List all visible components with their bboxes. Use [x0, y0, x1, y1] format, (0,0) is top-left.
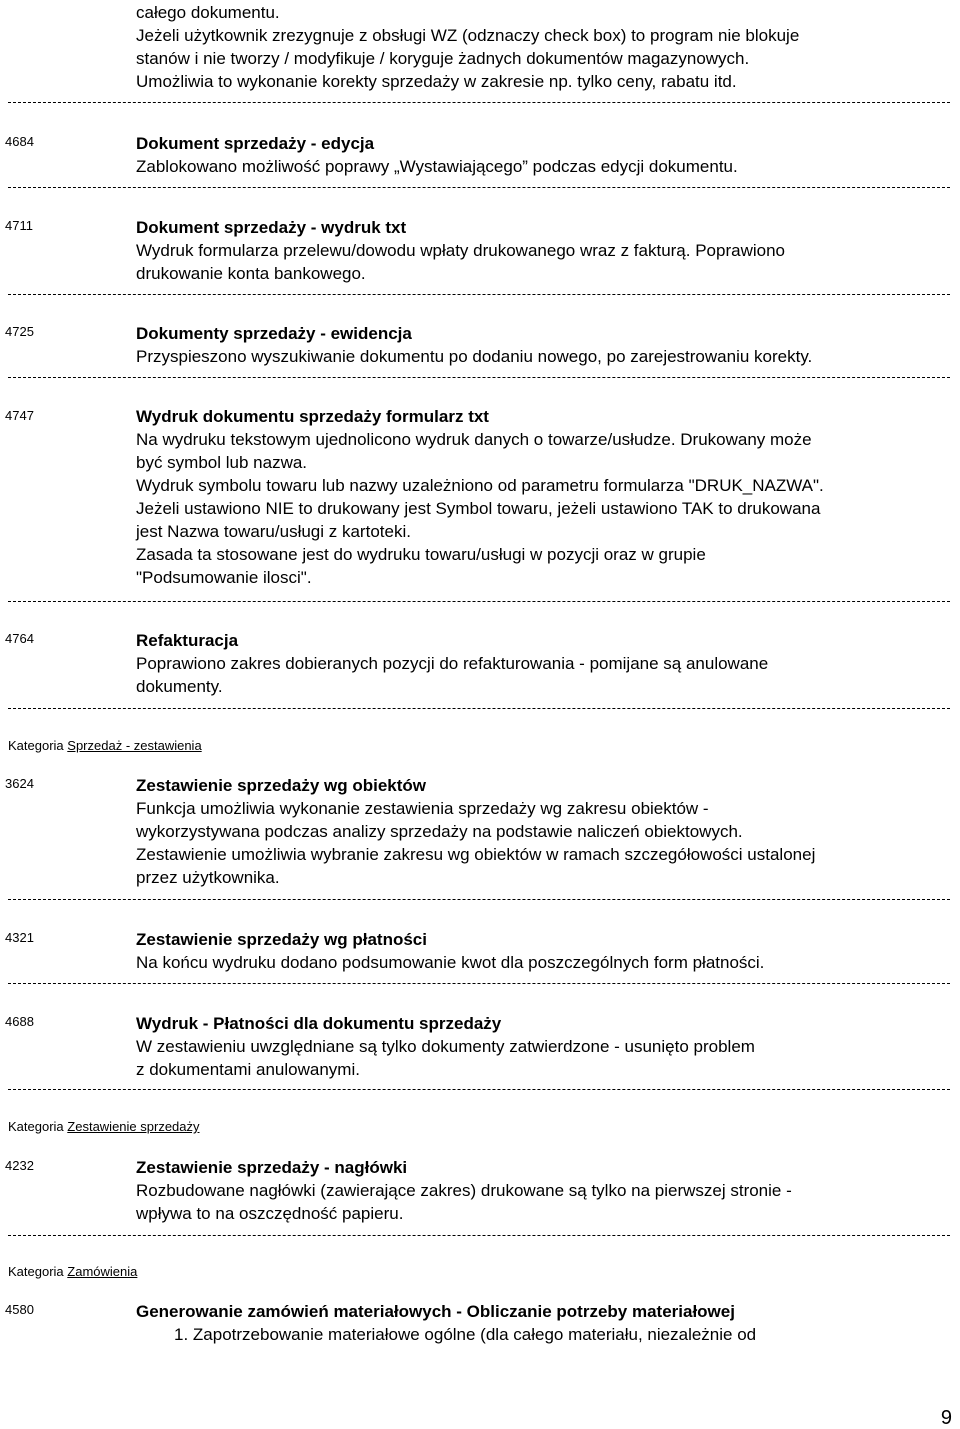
entry-number: 4764 — [5, 631, 34, 646]
entry-line: Przyspieszono wyszukiwanie dokumentu po dodaniu nowego, po zarejestrowaniu korekty. — [136, 347, 813, 366]
entry-line: Na końcu wydruku dodano podsumowanie kwot dla poszczególnych form płatności. — [136, 953, 765, 972]
entry-title: Dokument sprzedaży - edycja — [136, 134, 375, 153]
entry-4321 — [136, 928, 951, 974]
entry-4764 — [136, 629, 951, 698]
separator — [8, 983, 950, 984]
entry-4747 — [136, 405, 951, 589]
entry-title: Wydruk - Płatności dla dokumentu sprzedaży — [136, 1014, 502, 1033]
intro-paragraph — [136, 1, 936, 93]
category-heading — [8, 738, 202, 754]
entry-line: dokumenty. — [136, 677, 223, 696]
entry-line: "Podsumowanie ilosci". — [136, 568, 312, 587]
category-link[interactable]: Zestawienie sprzedaży — [67, 1119, 200, 1134]
category-heading — [8, 1119, 200, 1135]
entry-line: z dokumentami anulowanymi. — [136, 1060, 360, 1079]
entry-4580 — [136, 1300, 951, 1346]
entry-number: 4232 — [5, 1158, 34, 1173]
separator — [8, 294, 950, 295]
entry-number: 4580 — [5, 1302, 34, 1317]
entry-number: 4725 — [5, 324, 34, 339]
entry-line: Funkcja umożliwia wykonanie zestawienia sprzedaży wg zakresu obiektów - — [136, 799, 709, 818]
entry-line: przez użytkownika. — [136, 868, 280, 887]
separator — [8, 601, 950, 602]
separator — [8, 1089, 950, 1090]
entry-line: Jeżeli ustawiono NIE to drukowany jest Symbol towaru, jeżeli ustawiono TAK to drukowana — [136, 499, 821, 518]
entry-title: Zestawienie sprzedaży wg obiektów — [136, 776, 427, 795]
entry-number: 3624 — [5, 776, 34, 791]
category-prefix: Kategoria — [8, 1264, 64, 1279]
entry-line: Wydruk symbolu towaru lub nazwy uzależniono od parametru formularza "DRUK_NAZWA". — [136, 476, 824, 495]
entry-4725 — [136, 322, 951, 368]
category-link[interactable]: Sprzedaż - zestawienia — [67, 738, 202, 753]
entry-title: Zestawienie sprzedaży - nagłówki — [136, 1158, 408, 1177]
entry-4688 — [136, 1012, 951, 1081]
numbered-list-item: 1. Zapotrzebowanie materiałowe ogólne (dla całego materiału, niezależnie od — [174, 1325, 757, 1344]
entry-line: Poprawiono zakres dobieranych pozycji do refakturowania - pomijane są anulowane — [136, 654, 769, 673]
entry-line: Na wydruku tekstowym ujednolicono wydruk danych o towarze/usłudze. Drukowany może — [136, 430, 812, 449]
entry-number: 4684 — [5, 134, 34, 149]
separator — [8, 1235, 950, 1236]
entry-line: być symbol lub nazwa. — [136, 453, 308, 472]
separator — [8, 102, 950, 103]
intro-line: Jeżeli użytkownik zrezygnuje z obsługi WZ (odznaczy check box) to program nie blokuje — [136, 26, 800, 45]
entry-line: wykorzystywana podczas analizy sprzedaży na podstawie naliczeń obiektowych. — [136, 822, 743, 841]
entry-3624 — [136, 774, 951, 889]
entry-number: 4747 — [5, 408, 34, 423]
intro-line: stanów i nie tworzy / modyfikuje / koryguje żadnych dokumentów magazynowych. — [136, 49, 750, 68]
entry-line: jest Nazwa towaru/usługi z kartoteki. — [136, 522, 411, 541]
separator — [8, 187, 950, 188]
category-heading — [8, 1264, 137, 1280]
entry-title: Refakturacja — [136, 631, 239, 650]
entry-title: Generowanie zamówień materiałowych - Obliczanie potrzeby materiałowej — [136, 1302, 735, 1321]
entry-title: Dokumenty sprzedaży - ewidencja — [136, 324, 412, 343]
entry-number: 4711 — [5, 218, 33, 233]
entry-4711 — [136, 216, 951, 285]
entry-line: Zestawienie umożliwia wybranie zakresu wg obiektów w ramach szczegółowości ustalonej — [136, 845, 816, 864]
entry-line: Rozbudowane nagłówki (zawierające zakres) drukowane są tylko na pierwszej stronie - — [136, 1181, 792, 1200]
entry-line: Wydruk formularza przelewu/dowodu wpłaty drukowanego wraz z fakturą. Poprawiono — [136, 241, 785, 260]
entry-number: 4321 — [5, 930, 34, 945]
entry-line: wpływa to na oszczędność papieru. — [136, 1204, 404, 1223]
page-number: 9 — [940, 1407, 952, 1429]
entry-title: Wydruk dokumentu sprzedaży formularz txt — [136, 407, 489, 426]
category-prefix: Kategoria — [8, 738, 64, 753]
separator — [8, 708, 950, 709]
entry-4684 — [136, 132, 951, 178]
entry-line: Zablokowano możliwość poprawy „Wystawiającego” podczas edycji dokumentu. — [136, 157, 738, 176]
intro-line: Umożliwia to wykonanie korekty sprzedaży w zakresie np. tylko ceny, rabatu itd. — [136, 72, 737, 91]
separator — [8, 377, 950, 378]
intro-line: całego dokumentu. — [136, 3, 280, 22]
category-prefix: Kategoria — [8, 1119, 64, 1134]
separator — [8, 899, 950, 900]
entry-number: 4688 — [5, 1014, 34, 1029]
category-link[interactable]: Zamówienia — [67, 1264, 138, 1279]
entry-line: drukowanie konta bankowego. — [136, 264, 366, 283]
entry-title: Dokument sprzedaży - wydruk txt — [136, 218, 407, 237]
entry-4232 — [136, 1156, 951, 1225]
entry-line: W zestawieniu uwzględniane są tylko dokumenty zatwierdzone - usunięto problem — [136, 1037, 755, 1056]
entry-title: Zestawienie sprzedaży wg płatności — [136, 930, 427, 949]
entry-line: Zasada ta stosowane jest do wydruku towaru/usługi w pozycji oraz w grupie — [136, 545, 706, 564]
